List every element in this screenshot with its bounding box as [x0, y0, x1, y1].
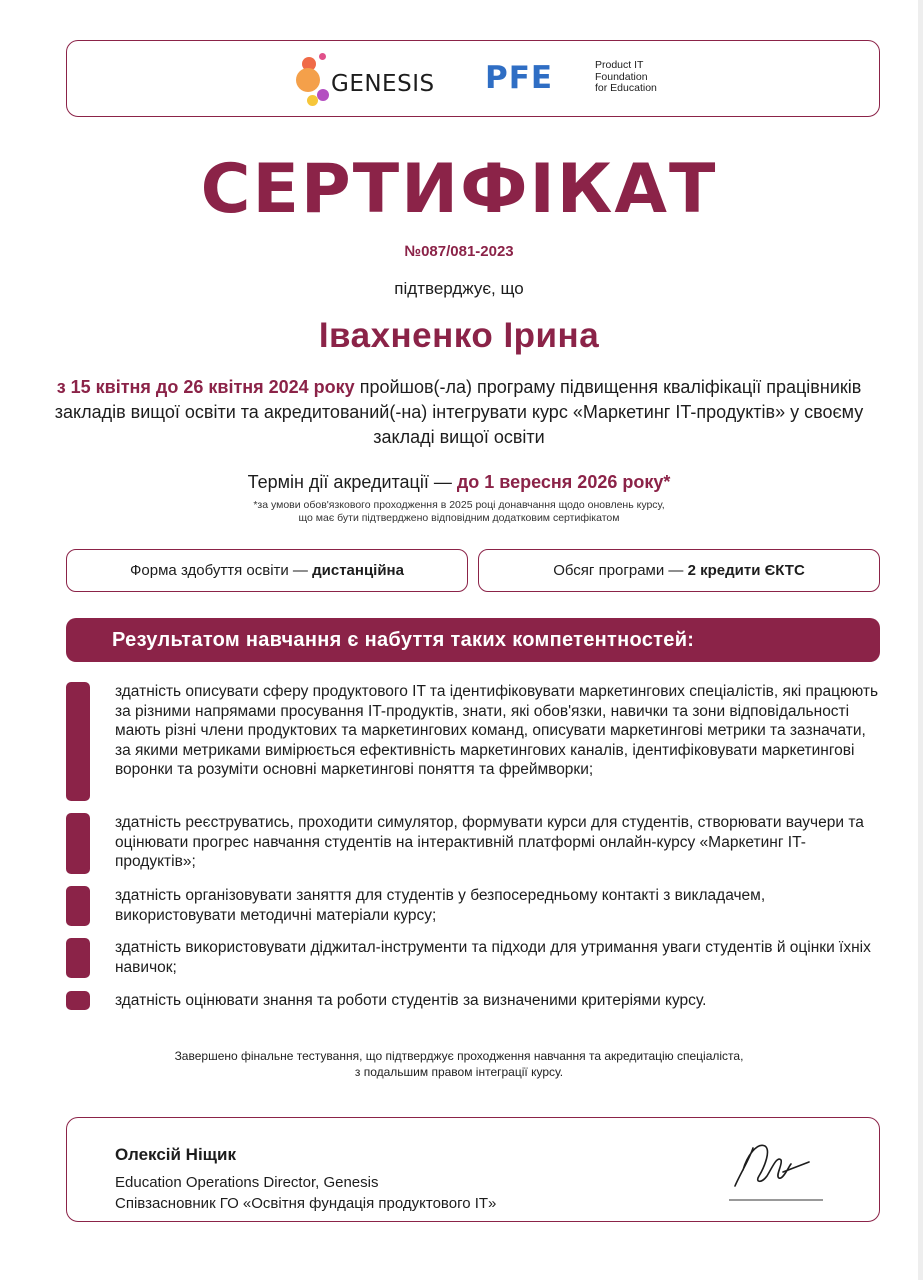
handwritten-signature: [725, 1126, 825, 1206]
education-form-box: Форма здобуття освіти — дистанційна: [66, 549, 468, 592]
certificate-title: СЕРТИФІКАТ: [200, 150, 718, 229]
bullet-bar-icon: [66, 938, 90, 978]
education-form-value: дистанційна: [312, 562, 404, 579]
validity-footnote: *за умови обов'язкового проходження в 2025 році донавчання щодо оновлень курсу, що має бути підтверджено відповідним додатковим сертифікатом: [253, 499, 665, 524]
logo-dot-icon: [319, 53, 326, 60]
validity-date: до 1 вересня 2026 року*: [456, 472, 671, 492]
competency-item: здатність оцінювати знання та роботи студентів за визначеними критеріями курсу.: [66, 991, 886, 1013]
competency-item: здатність організовувати заняття для студентів у безпосередньому контакті з викладачем, використовувати методичні матеріали курсу;: [66, 886, 886, 928]
pfe-logo-tagline: Product IT Foundation for Education: [595, 59, 657, 94]
confirms-text: підтверджує, що: [394, 279, 524, 298]
training-period: з 15 квітня до 26 квітня 2024 року: [56, 377, 355, 397]
logo-dot-icon: [296, 68, 320, 92]
competency-item: здатність описувати сферу продуктового IT та ідентифіковувати маркетингових спеціалістів, які працюють за різними напрямами просування IT-продуктів, знати, які обов'язки, навички та зони відповідальності мають різні члени продуктових та маркетингових команд, описувати маркетингові метрики та зазначати, за якими метриками вимірюється ефективність маркетингових каналів, ідентифіковувати маркетингові воронки та розуміти основні маркетингові поняття та фреймворки;: [66, 682, 886, 802]
genesis-logo-text: GENESIS: [331, 71, 435, 97]
signature-block: [66, 1117, 880, 1222]
certificate-number: №087/081-2023: [404, 243, 514, 260]
accreditation-validity: Термін дії акредитації — до 1 вересня 2026 року*: [247, 472, 671, 492]
program-volume-value: 2 кредити ЄКТС: [687, 562, 805, 579]
program-description: [40, 375, 878, 450]
signer-name: Олексій Ніщик: [115, 1145, 236, 1164]
final-testing-note: Завершено фінальне тестування, що підтверджує проходження навчання та акредитацію спеціаліста, з подальшим правом інтеграції курсу.: [174, 1049, 744, 1079]
logo-dot-icon: [307, 95, 318, 106]
pfe-logo-mark: PFE: [485, 60, 554, 96]
bullet-bar-icon: [66, 813, 90, 874]
competency-item: здатність реєструватись, проходити симулятор, формувати курси для студентів, створювати ваучери та оцінювати прогрес навчання студентів на інтерактивній платформі онлайн-курсу «Маркетинг IT-продуктів»;: [66, 813, 886, 875]
competencies-heading: Результатом навчання є набуття таких компетентностей:: [66, 618, 880, 662]
recipient-name: Івахненко Ірина: [318, 316, 600, 355]
competency-item: здатність використовувати діджитал-інструменти та підходи для утримання уваги студентів й оцінки їхніх навичок;: [66, 938, 886, 980]
program-text: пройшов(-ла) програму підвищення кваліфікації працівників закладів вищої освіти та акредитований(-на) інтегрувати курс «Маркетинг IT-продуктів» у своєму закладі вищої освіти: [54, 377, 864, 447]
bullet-bar-icon: [66, 886, 90, 926]
pfe-logo: [485, 59, 685, 99]
bullet-bar-icon: [66, 682, 90, 801]
logo-header: [66, 40, 880, 117]
logo-dot-icon: [317, 89, 329, 101]
signer-role: Education Operations Director, Genesis Співзасновник ГО «Освітня фундація продуктового IT»: [115, 1174, 497, 1212]
genesis-logo: [293, 50, 443, 108]
bullet-bar-icon: [66, 991, 90, 1010]
program-volume-box: Обсяг програми — 2 кредити ЄКТС: [478, 549, 880, 592]
